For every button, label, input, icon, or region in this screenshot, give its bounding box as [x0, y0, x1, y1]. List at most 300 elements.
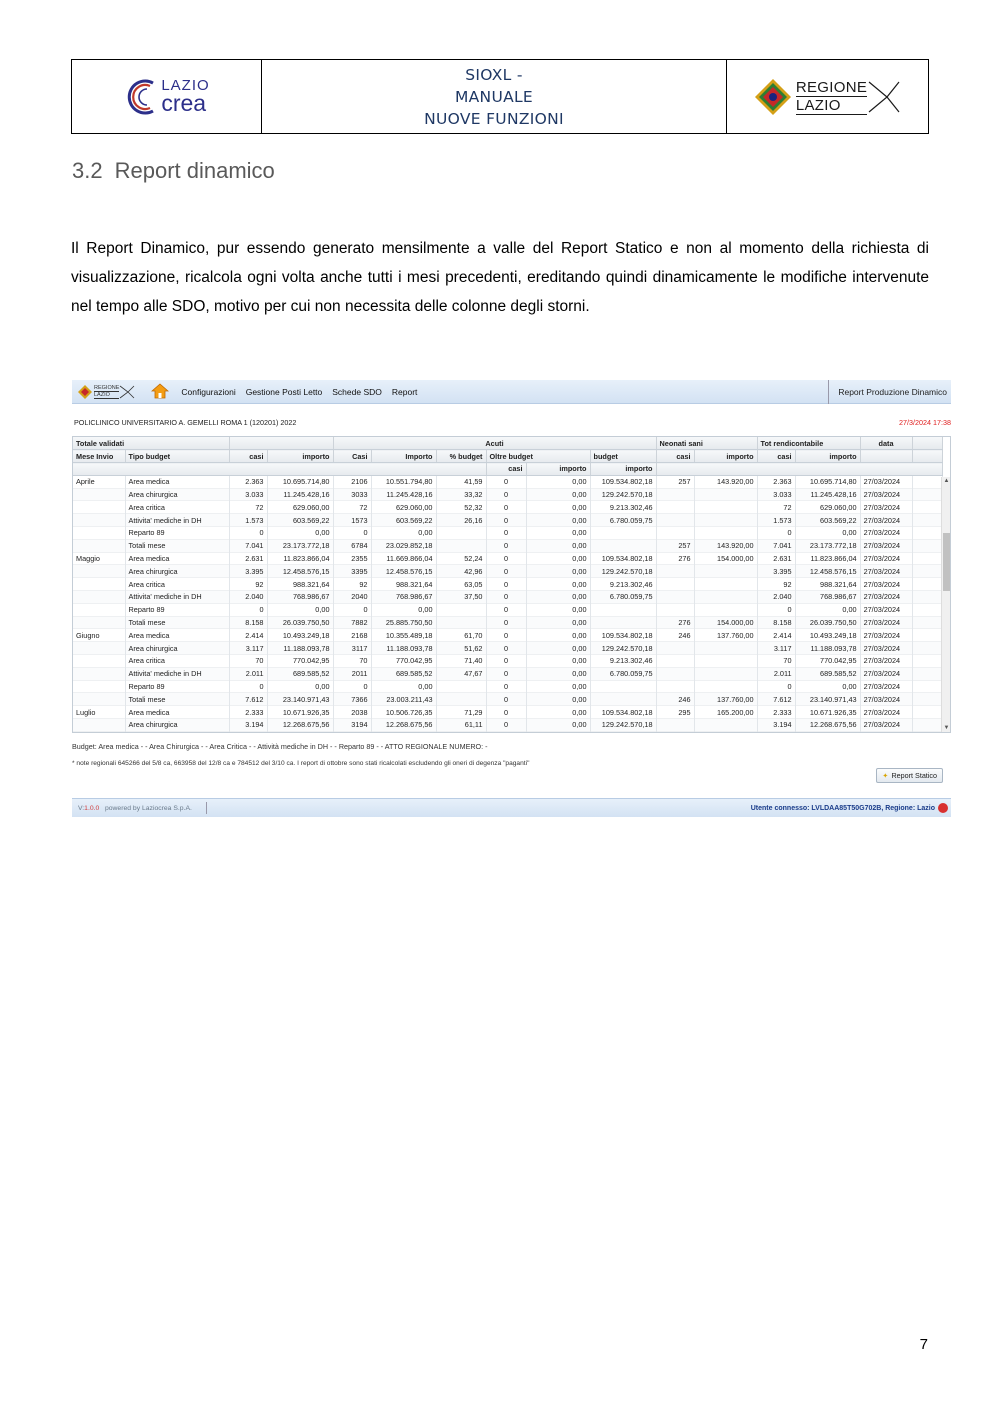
regione-lazio-logo-line2: LAZIO	[796, 97, 867, 115]
table-cell: 2.631	[757, 552, 795, 565]
document-title-line: NUOVE FUNZIONI	[424, 109, 564, 128]
table-cell: 11.823.866,04	[795, 552, 860, 565]
table-cell: 0,00	[267, 680, 333, 693]
table-cell: 11.669.866,04	[371, 552, 436, 565]
table-cell: 0,00	[526, 706, 590, 719]
table-cell	[590, 693, 656, 706]
table-cell: 92	[333, 578, 371, 591]
laziocrea-logo	[123, 77, 209, 117]
table-cell: 12.268.675,56	[371, 719, 436, 732]
table-cell	[73, 591, 125, 604]
table-cell: 27/03/2024	[860, 514, 912, 527]
table-cell	[73, 642, 125, 655]
table-cell	[656, 565, 694, 578]
table-cell: 10.493.249,18	[267, 629, 333, 642]
table-cell: 603.569,22	[267, 514, 333, 527]
table-cell	[656, 642, 694, 655]
regione-lazio-emblem-icon	[78, 385, 92, 399]
table-cell: 92	[229, 578, 267, 591]
table-cell: 768.986,67	[795, 591, 860, 604]
table-cell: 7.612	[757, 693, 795, 706]
table-cell: 27/03/2024	[860, 539, 912, 552]
table-cell: 1573	[333, 514, 371, 527]
table-cell: 27/03/2024	[860, 501, 912, 514]
table-cell: 0,00	[795, 527, 860, 540]
table-row[interactable]	[73, 655, 942, 668]
table-row[interactable]	[73, 514, 942, 527]
table-cell: 129.242.570,18	[590, 642, 656, 655]
table-cell: 0,00	[371, 527, 436, 540]
table-cell	[73, 719, 125, 732]
table-cell: 10.695.714,80	[267, 475, 333, 488]
version-label	[78, 805, 192, 812]
report-grid	[72, 436, 951, 733]
table-cell: 23.029.852,18	[371, 539, 436, 552]
regione-lazio-logo-line1: REGIONE	[795, 78, 868, 96]
table-cell: 2011	[333, 667, 371, 680]
table-cell: 70	[757, 655, 795, 668]
table-cell: 246	[656, 629, 694, 642]
table-cell: 2038	[333, 706, 371, 719]
table-cell: 26.039.750,50	[795, 616, 860, 629]
table-cell: Aprile	[73, 475, 125, 488]
table-cell: 0	[486, 527, 526, 540]
table-cell	[73, 667, 125, 680]
table-cell: Giugno	[73, 629, 125, 642]
table-cell: 27/03/2024	[860, 488, 912, 501]
table-row[interactable]	[73, 591, 942, 604]
table-cell: 9.213.302,46	[590, 501, 656, 514]
header-casi[interactable]: casi	[229, 450, 267, 463]
table-cell: 0	[486, 667, 526, 680]
table-cell	[694, 719, 757, 732]
table-cell: 6.780.059,75	[590, 514, 656, 527]
table-cell: 10.695.714,80	[795, 475, 860, 488]
table-cell: 7.612	[229, 693, 267, 706]
table-cell: 10.551.794,80	[371, 475, 436, 488]
table-cell: 8.158	[757, 616, 795, 629]
laziocrea-logo-line2: crea	[161, 90, 207, 116]
table-cell: 0,00	[526, 629, 590, 642]
budget-summary: Budget: Area medica - - Area Chirurgica - - Area Critica - - Attività mediche in DH - - Reparto 89 - - ATTO REGIONALE NUMERO: -	[72, 742, 488, 751]
table-cell	[73, 693, 125, 706]
table-cell: 33,32	[436, 488, 486, 501]
table-cell: 27/03/2024	[860, 680, 912, 693]
table-cell	[694, 514, 757, 527]
menu-item-gestione-posti-letto[interactable]: Gestione Posti Letto	[245, 386, 323, 397]
table-cell: 0	[486, 475, 526, 488]
table-cell: 154.000,00	[694, 616, 757, 629]
hospital-label: POLICLINICO UNIVERSITARIO A. GEMELLI ROMA 1 (120201) 2022	[74, 418, 297, 427]
table-cell: 92	[757, 578, 795, 591]
table-cell	[590, 539, 656, 552]
table-row[interactable]	[73, 706, 942, 719]
table-cell: 51,62	[436, 642, 486, 655]
header-ob-casi[interactable]: casi	[486, 463, 526, 476]
table-cell: 0,00	[526, 693, 590, 706]
document-title	[262, 60, 727, 133]
table-cell: 11.188.093,78	[267, 642, 333, 655]
scroll-down-arrow-icon[interactable]: ▼	[943, 725, 950, 731]
table-cell: 0,00	[526, 578, 590, 591]
table-cell: 129.242.570,18	[590, 719, 656, 732]
table-cell: 0	[757, 603, 795, 616]
table-cell: 0	[486, 501, 526, 514]
table-cell	[436, 693, 486, 706]
table-cell	[694, 501, 757, 514]
table-cell: 8.158	[229, 616, 267, 629]
table-cell: 61,70	[436, 629, 486, 642]
table-row[interactable]	[73, 527, 942, 540]
table-cell: 12.268.675,56	[795, 719, 860, 732]
table-cell: 0	[486, 488, 526, 501]
table-cell: 109.534.802,18	[590, 475, 656, 488]
table-cell	[436, 680, 486, 693]
table-cell	[656, 655, 694, 668]
table-cell: 257	[656, 539, 694, 552]
header-tr-importo[interactable]: importo	[795, 450, 860, 463]
table-cell	[694, 642, 757, 655]
table-cell: 0	[486, 514, 526, 527]
table-cell: 988.321,64	[267, 578, 333, 591]
table-cell: 689.585,52	[267, 667, 333, 680]
table-cell: 3194	[333, 719, 371, 732]
header-oltre-budget[interactable]: Oltre budget	[486, 450, 590, 463]
header-ns-casi[interactable]: casi	[656, 450, 694, 463]
table-cell: 154.000,00	[694, 552, 757, 565]
table-cell	[73, 514, 125, 527]
document-title-line: MANUALE	[454, 87, 534, 106]
table-cell: 2.363	[757, 475, 795, 488]
table-row[interactable]	[73, 616, 942, 629]
menu-item-report[interactable]: Report	[391, 386, 418, 397]
table-cell: 12.458.576,15	[267, 565, 333, 578]
table-cell: 257	[656, 475, 694, 488]
table-row[interactable]	[73, 629, 942, 642]
table-cell: 2.333	[229, 706, 267, 719]
table-cell: Luglio	[73, 706, 125, 719]
table-cell	[436, 616, 486, 629]
table-cell: 129.242.570,18	[590, 488, 656, 501]
table-cell: Maggio	[73, 552, 125, 565]
table-cell: 23.173.772,18	[795, 539, 860, 552]
table-cell: 0,00	[526, 655, 590, 668]
table-row[interactable]	[73, 603, 942, 616]
table-cell: 27/03/2024	[860, 667, 912, 680]
table-cell	[656, 719, 694, 732]
table-cell: 770.042,95	[371, 655, 436, 668]
table-cell: 7882	[333, 616, 371, 629]
table-cell: Area chirurgica	[125, 565, 229, 578]
laziocrea-mark-icon	[123, 77, 159, 117]
table-row[interactable]	[73, 552, 942, 565]
table-cell: 7.041	[229, 539, 267, 552]
table-cell: 11.245.428,16	[267, 488, 333, 501]
regione-lazio-emblem-icon	[754, 78, 792, 116]
table-cell	[73, 565, 125, 578]
table-cell: Attivita' mediche in DH	[125, 667, 229, 680]
table-cell: 41,59	[436, 475, 486, 488]
report-statico-button[interactable]	[876, 768, 943, 783]
table-cell: 27/03/2024	[860, 616, 912, 629]
header-pct-budget[interactable]: % budget	[436, 450, 486, 463]
table-row[interactable]	[73, 719, 942, 732]
table-cell: Reparto 89	[125, 527, 229, 540]
table-cell: 61,11	[436, 719, 486, 732]
table-cell: Area medica	[125, 706, 229, 719]
table-cell: 109.534.802,18	[590, 706, 656, 719]
table-cell: 70	[229, 655, 267, 668]
scrollbar-thumb[interactable]	[943, 533, 950, 591]
table-cell: 770.042,95	[267, 655, 333, 668]
table-cell	[694, 603, 757, 616]
table-cell: 12.458.576,15	[795, 565, 860, 578]
table-cell	[73, 578, 125, 591]
logout-icon[interactable]	[938, 803, 948, 813]
header-tot-rendicontabile: Tot rendicontabile	[757, 437, 860, 450]
table-cell: 3.033	[229, 488, 267, 501]
menu-item-schede-sdo[interactable]: Schede SDO	[332, 386, 382, 397]
table-cell: 2040	[333, 591, 371, 604]
table-cell: 3.117	[757, 642, 795, 655]
table-cell	[694, 655, 757, 668]
table-cell: 11.188.093,78	[795, 642, 860, 655]
table-cell	[73, 655, 125, 668]
header-acuti-casi[interactable]: Casi	[333, 450, 371, 463]
table-cell: 2168	[333, 629, 371, 642]
table-cell	[694, 578, 757, 591]
table-cell: 72	[229, 501, 267, 514]
version-number: 1.0.0	[84, 804, 100, 812]
table-cell: 0,00	[526, 565, 590, 578]
version-prefix: V:	[78, 804, 85, 812]
scroll-up-arrow-icon[interactable]: ▲	[943, 478, 950, 484]
table-cell	[694, 680, 757, 693]
table-cell: 2.011	[229, 667, 267, 680]
table-cell	[73, 488, 125, 501]
table-cell: 9.213.302,46	[590, 655, 656, 668]
table-cell: 0	[486, 693, 526, 706]
table-cell: 276	[656, 616, 694, 629]
table-cell: Reparto 89	[125, 603, 229, 616]
document-title-line: SIOXL -	[465, 65, 523, 84]
report-statico-label: Report Statico	[891, 771, 937, 780]
table-cell: Reparto 89	[125, 680, 229, 693]
table-cell: 0	[486, 591, 526, 604]
table-row[interactable]	[73, 565, 942, 578]
table-cell: 6.780.059,75	[590, 667, 656, 680]
table-cell: 137.760,00	[694, 629, 757, 642]
table-cell: 143.920,00	[694, 539, 757, 552]
table-cell: 768.986,67	[267, 591, 333, 604]
table-cell: 2.011	[757, 667, 795, 680]
table-row[interactable]	[73, 475, 942, 488]
table-cell: 0,00	[526, 552, 590, 565]
table-cell: 2.414	[757, 629, 795, 642]
table-cell: Totali mese	[125, 539, 229, 552]
header-ns-importo[interactable]: importo	[694, 450, 757, 463]
laziocrea-logo-cell	[72, 60, 262, 133]
header-neonati-sani: Neonati sani	[656, 437, 757, 450]
table-cell: 12.458.576,15	[371, 565, 436, 578]
table-cell: 0,00	[526, 527, 590, 540]
table-cell: 3.033	[757, 488, 795, 501]
table-cell: Area chirurgica	[125, 719, 229, 732]
table-cell: 11.188.093,78	[371, 642, 436, 655]
table-row[interactable]	[73, 667, 942, 680]
table-cell: 7366	[333, 693, 371, 706]
header-ob-importo[interactable]: importo	[526, 463, 590, 476]
table-cell: 3395	[333, 565, 371, 578]
table-cell: 37,50	[436, 591, 486, 604]
header-importo[interactable]: importo	[267, 450, 333, 463]
table-cell	[656, 591, 694, 604]
regione-lazio-logo-cell	[727, 60, 928, 133]
table-cell: 3.395	[229, 565, 267, 578]
table-cell: 0,00	[526, 603, 590, 616]
table-cell: 2.333	[757, 706, 795, 719]
table-cell: 165.200,00	[694, 706, 757, 719]
table-row[interactable]	[73, 501, 942, 514]
table-row[interactable]	[73, 693, 942, 706]
home-icon[interactable]	[151, 383, 169, 401]
table-cell: 0	[757, 527, 795, 540]
table-cell: 3117	[333, 642, 371, 655]
table-cell: 0,00	[526, 539, 590, 552]
header-acuti-importo[interactable]: Importo	[371, 450, 436, 463]
table-row[interactable]	[73, 680, 942, 693]
table-cell: 0,00	[371, 680, 436, 693]
table-cell: 0,00	[526, 488, 590, 501]
table-cell	[590, 680, 656, 693]
table-cell: Totali mese	[125, 693, 229, 706]
table-cell: 6.780.059,75	[590, 591, 656, 604]
table-cell: 27/03/2024	[860, 706, 912, 719]
mini-logo-line2: LAZIO	[94, 392, 119, 399]
grid-scrollbar[interactable]	[941, 477, 950, 732]
table-row[interactable]	[73, 488, 942, 501]
table-cell: 0,00	[526, 680, 590, 693]
table-cell: 603.569,22	[371, 514, 436, 527]
table-cell: 0,00	[371, 603, 436, 616]
main-menu	[181, 387, 427, 397]
table-cell: 0,00	[795, 680, 860, 693]
table-cell: 0,00	[267, 603, 333, 616]
powered-by: powered by Laziocrea S.p.A.	[104, 804, 192, 812]
table-cell: 0,00	[526, 514, 590, 527]
table-cell: 0	[486, 719, 526, 732]
table-cell: 3.117	[229, 642, 267, 655]
table-cell: 71,29	[436, 706, 486, 719]
table-row[interactable]	[73, 578, 942, 591]
table-cell: 10.671.926,35	[795, 706, 860, 719]
table-row[interactable]	[73, 539, 942, 552]
table-cell: 71,40	[436, 655, 486, 668]
table-cell	[73, 527, 125, 540]
table-cell: 26,16	[436, 514, 486, 527]
table-cell	[656, 514, 694, 527]
table-cell: 137.760,00	[694, 693, 757, 706]
table-cell	[436, 603, 486, 616]
table-cell: Area medica	[125, 629, 229, 642]
table-cell	[656, 603, 694, 616]
header-budget[interactable]: budget	[590, 450, 656, 463]
table-cell	[590, 527, 656, 540]
table-cell: 52,32	[436, 501, 486, 514]
table-cell: 3033	[333, 488, 371, 501]
table-cell: 0,00	[526, 642, 590, 655]
table-cell: 689.585,52	[371, 667, 436, 680]
table-cell	[73, 501, 125, 514]
table-cell: 0	[486, 616, 526, 629]
table-cell: Area chirurgica	[125, 488, 229, 501]
table-cell: 2.631	[229, 552, 267, 565]
table-row[interactable]	[73, 642, 942, 655]
table-cell: 0,00	[526, 667, 590, 680]
header-budget-importo[interactable]: importo	[590, 463, 656, 476]
table-cell: 23.003.211,43	[371, 693, 436, 706]
table-cell: 0,00	[526, 616, 590, 629]
table-cell: 246	[656, 693, 694, 706]
table-cell: 27/03/2024	[860, 642, 912, 655]
table-cell: 2106	[333, 475, 371, 488]
table-cell: 27/03/2024	[860, 629, 912, 642]
table-cell: 72	[757, 501, 795, 514]
table-cell: 689.585,52	[795, 667, 860, 680]
table-cell: Area chirurgica	[125, 642, 229, 655]
header-tr-casi[interactable]: casi	[757, 450, 795, 463]
connected-user: Utente connesso: LVLDAA85T50G702B, Regione: Lazio	[750, 804, 935, 812]
table-cell: 0	[486, 642, 526, 655]
table-cell	[436, 539, 486, 552]
regione-lazio-mini-logo[interactable]	[78, 385, 135, 399]
table-cell: 0,00	[526, 719, 590, 732]
table-cell: 0,00	[267, 527, 333, 540]
header-mese-invio[interactable]: Mese Invio	[73, 450, 125, 463]
table-cell: 770.042,95	[795, 655, 860, 668]
header-tipo-budget[interactable]: Tipo budget	[125, 450, 229, 463]
table-cell: Attivita' mediche in DH	[125, 591, 229, 604]
table-cell: 0	[229, 527, 267, 540]
top-navigation-bar	[72, 380, 951, 404]
table-cell: 0	[333, 603, 371, 616]
table-cell: 25.885.750,50	[371, 616, 436, 629]
regional-notes: * note regionali 645266 del 5/8 ca, 663958 del 12/8 ca e 784512 del 3/10 ca. I report di ottobre sono stati ricalcolati escludendo gli oneri di degenza "paganti"	[72, 760, 530, 767]
table-cell: 0	[229, 680, 267, 693]
header-acuti: Acuti	[333, 437, 656, 450]
table-cell: 276	[656, 552, 694, 565]
menu-item-configurazioni[interactable]: Configurazioni	[181, 386, 236, 397]
table-cell: 2355	[333, 552, 371, 565]
table-cell	[73, 680, 125, 693]
table-cell: 27/03/2024	[860, 655, 912, 668]
table-cell: 23.173.772,18	[267, 539, 333, 552]
table-cell	[73, 603, 125, 616]
table-cell: 0	[486, 539, 526, 552]
document-header	[71, 59, 929, 134]
table-cell: 0	[486, 706, 526, 719]
table-cell: 27/03/2024	[860, 565, 912, 578]
table-cell: 12.268.675,56	[267, 719, 333, 732]
table-cell: 109.534.802,18	[590, 552, 656, 565]
table-cell: 3.395	[757, 565, 795, 578]
table-cell: 26.039.750,50	[267, 616, 333, 629]
table-cell	[656, 501, 694, 514]
table-cell: 10.671.926,35	[267, 706, 333, 719]
table-cell: 23.140.971,43	[795, 693, 860, 706]
table-cell	[590, 603, 656, 616]
table-cell: 27/03/2024	[860, 527, 912, 540]
